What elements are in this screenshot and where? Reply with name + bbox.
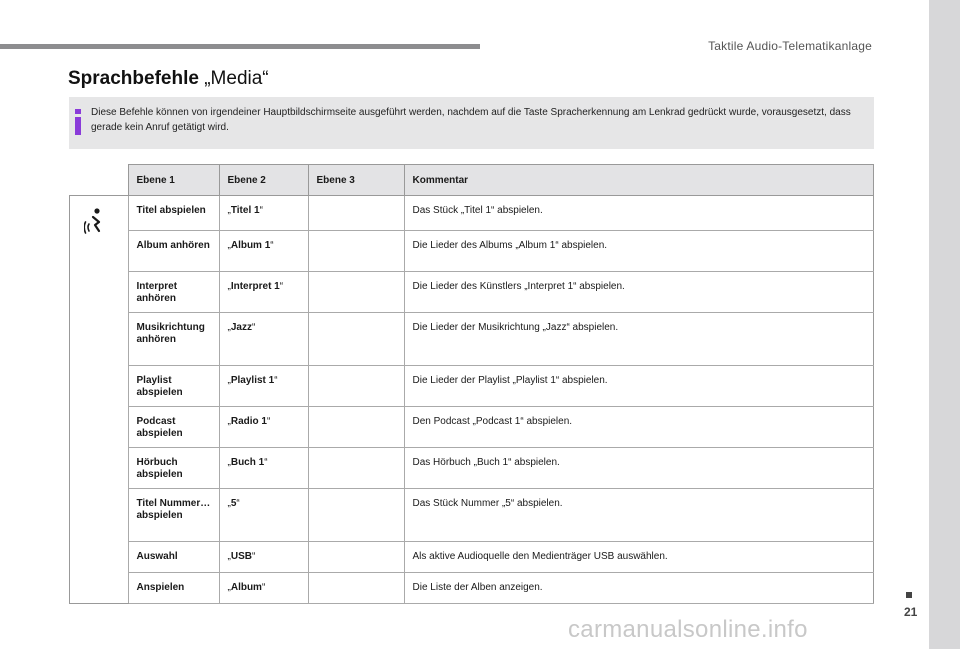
cell-level1: Anspielen [128, 573, 219, 604]
info-box [69, 97, 874, 149]
cell-level1: Musikrichtung anhören [128, 313, 219, 366]
quote-close: “ [236, 498, 240, 509]
cell-level3 [308, 231, 404, 272]
section-title: Taktile Audio-Telematikanlage [708, 39, 872, 53]
table-header-empty [70, 165, 129, 196]
table-header-comment: Kommentar [404, 165, 874, 196]
cell-level2-value: Buch 1 [230, 457, 265, 468]
cell-level3 [308, 573, 404, 604]
info-icon [75, 109, 81, 135]
cell-level2 [219, 448, 308, 489]
table-row [70, 366, 874, 407]
table-row [70, 489, 874, 542]
table-header-level1: Ebene 1 [128, 165, 219, 196]
cell-level1: Album anhören [128, 231, 219, 272]
page-marker [906, 592, 912, 598]
voice-command-table [69, 164, 874, 604]
cell-level2 [219, 489, 308, 542]
quote-close: “ [251, 551, 256, 562]
quote-close: “ [279, 281, 284, 292]
info-text: Diese Befehle können von irgendeiner Hauptbildschirmseite ausgeführt werden, nachdem auf die Taste Spracherkennung am Lenkrad gedrückt wurde, vorausgesetzt, dass gerade kein Anruf getätigt wird. [91, 107, 851, 133]
quote-open: „ [227, 322, 231, 333]
table-row [70, 407, 874, 448]
cell-level2-value: USB [230, 551, 252, 562]
quote-open: „ [227, 498, 231, 509]
cell-comment: Die Lieder des Künstlers „Interpret 1“ abspielen. [404, 272, 874, 313]
cell-level3 [308, 272, 404, 313]
table-row [70, 448, 874, 489]
cell-level3 [308, 542, 404, 573]
cell-level3 [308, 196, 404, 231]
cell-comment: Die Lieder der Musikrichtung „Jazz“ abspielen. [404, 313, 874, 366]
table-header-row [70, 165, 874, 196]
cell-level3 [308, 407, 404, 448]
cell-level2 [219, 231, 308, 272]
table-row [70, 196, 874, 231]
table-row [70, 542, 874, 573]
cell-comment: Die Lieder des Albums „Album 1“ abspielen. [404, 231, 874, 272]
cell-level2 [219, 196, 308, 231]
table-row [70, 231, 874, 272]
cell-comment: Das Stück Nummer „5“ abspielen. [404, 489, 874, 542]
quote-open: „ [227, 551, 231, 562]
cell-level2 [219, 573, 308, 604]
cell-level1: Interpret anhören [128, 272, 219, 313]
cell-level1: Podcast abspielen [128, 407, 219, 448]
cell-level2 [219, 407, 308, 448]
cell-level1: Auswahl [128, 542, 219, 573]
table-row [70, 573, 874, 604]
table-row [70, 272, 874, 313]
cell-level3 [308, 489, 404, 542]
quote-close: “ [264, 457, 268, 468]
cell-comment: Das Stück „Titel 1“ abspielen. [404, 196, 874, 231]
watermark: carmanualsonline.info [568, 616, 808, 643]
cell-comment: Die Lieder der Playlist „Playlist 1“ abspielen. [404, 366, 874, 407]
page-title-quoted: „Media“ [204, 68, 269, 89]
voice-command-icon [84, 208, 108, 234]
cell-level2-value: 5 [230, 498, 237, 509]
cell-level1: Titel Nummer… abspielen [128, 489, 219, 542]
quote-close: “ [261, 582, 266, 593]
cell-comment: Das Hörbuch „Buch 1“ abspielen. [404, 448, 874, 489]
quote-open: „ [227, 582, 231, 593]
voice-icon-cell [70, 196, 129, 604]
quote-close: “ [270, 240, 274, 251]
cell-level1: Titel abspielen [128, 196, 219, 231]
cell-level2-value: Titel 1 [230, 205, 260, 216]
cell-level2-value: Playlist 1 [230, 375, 275, 386]
quote-open: „ [227, 240, 231, 251]
quote-open: „ [227, 416, 231, 427]
cell-level2-value: Jazz [230, 322, 252, 333]
quote-close: “ [266, 416, 271, 427]
cell-level2 [219, 313, 308, 366]
side-strip [929, 0, 960, 649]
cell-level3 [308, 366, 404, 407]
cell-comment: Den Podcast „Podcast 1“ abspielen. [404, 407, 874, 448]
cell-level2 [219, 542, 308, 573]
cell-level2-value: Album [230, 582, 262, 593]
cell-level2-value: Interpret 1 [230, 281, 280, 292]
cell-level3 [308, 448, 404, 489]
page-title-text: Sprachbefehle [68, 68, 205, 89]
cell-level2 [219, 272, 308, 313]
quote-open: „ [227, 457, 231, 468]
cell-level2 [219, 366, 308, 407]
table-header-level3: Ebene 3 [308, 165, 404, 196]
table-header-level2: Ebene 2 [219, 165, 308, 196]
quote-open: „ [227, 205, 231, 216]
quote-close: “ [274, 375, 278, 386]
header-rule [0, 44, 480, 49]
cell-comment: Als aktive Audioquelle den Medienträger USB auswählen. [404, 542, 874, 573]
cell-level1: Playlist abspielen [128, 366, 219, 407]
cell-level1: Hörbuch abspielen [128, 448, 219, 489]
cell-level3 [308, 313, 404, 366]
page-title [68, 68, 269, 90]
quote-close: “ [259, 205, 263, 216]
table-row [70, 313, 874, 366]
quote-open: „ [227, 281, 231, 292]
quote-close: “ [251, 322, 256, 333]
cell-level2-value: Radio 1 [230, 416, 267, 427]
quote-open: „ [227, 375, 231, 386]
page-number: 21 [904, 605, 918, 619]
cell-level2-value: Album 1 [230, 240, 271, 251]
cell-comment: Die Liste der Alben anzeigen. [404, 573, 874, 604]
